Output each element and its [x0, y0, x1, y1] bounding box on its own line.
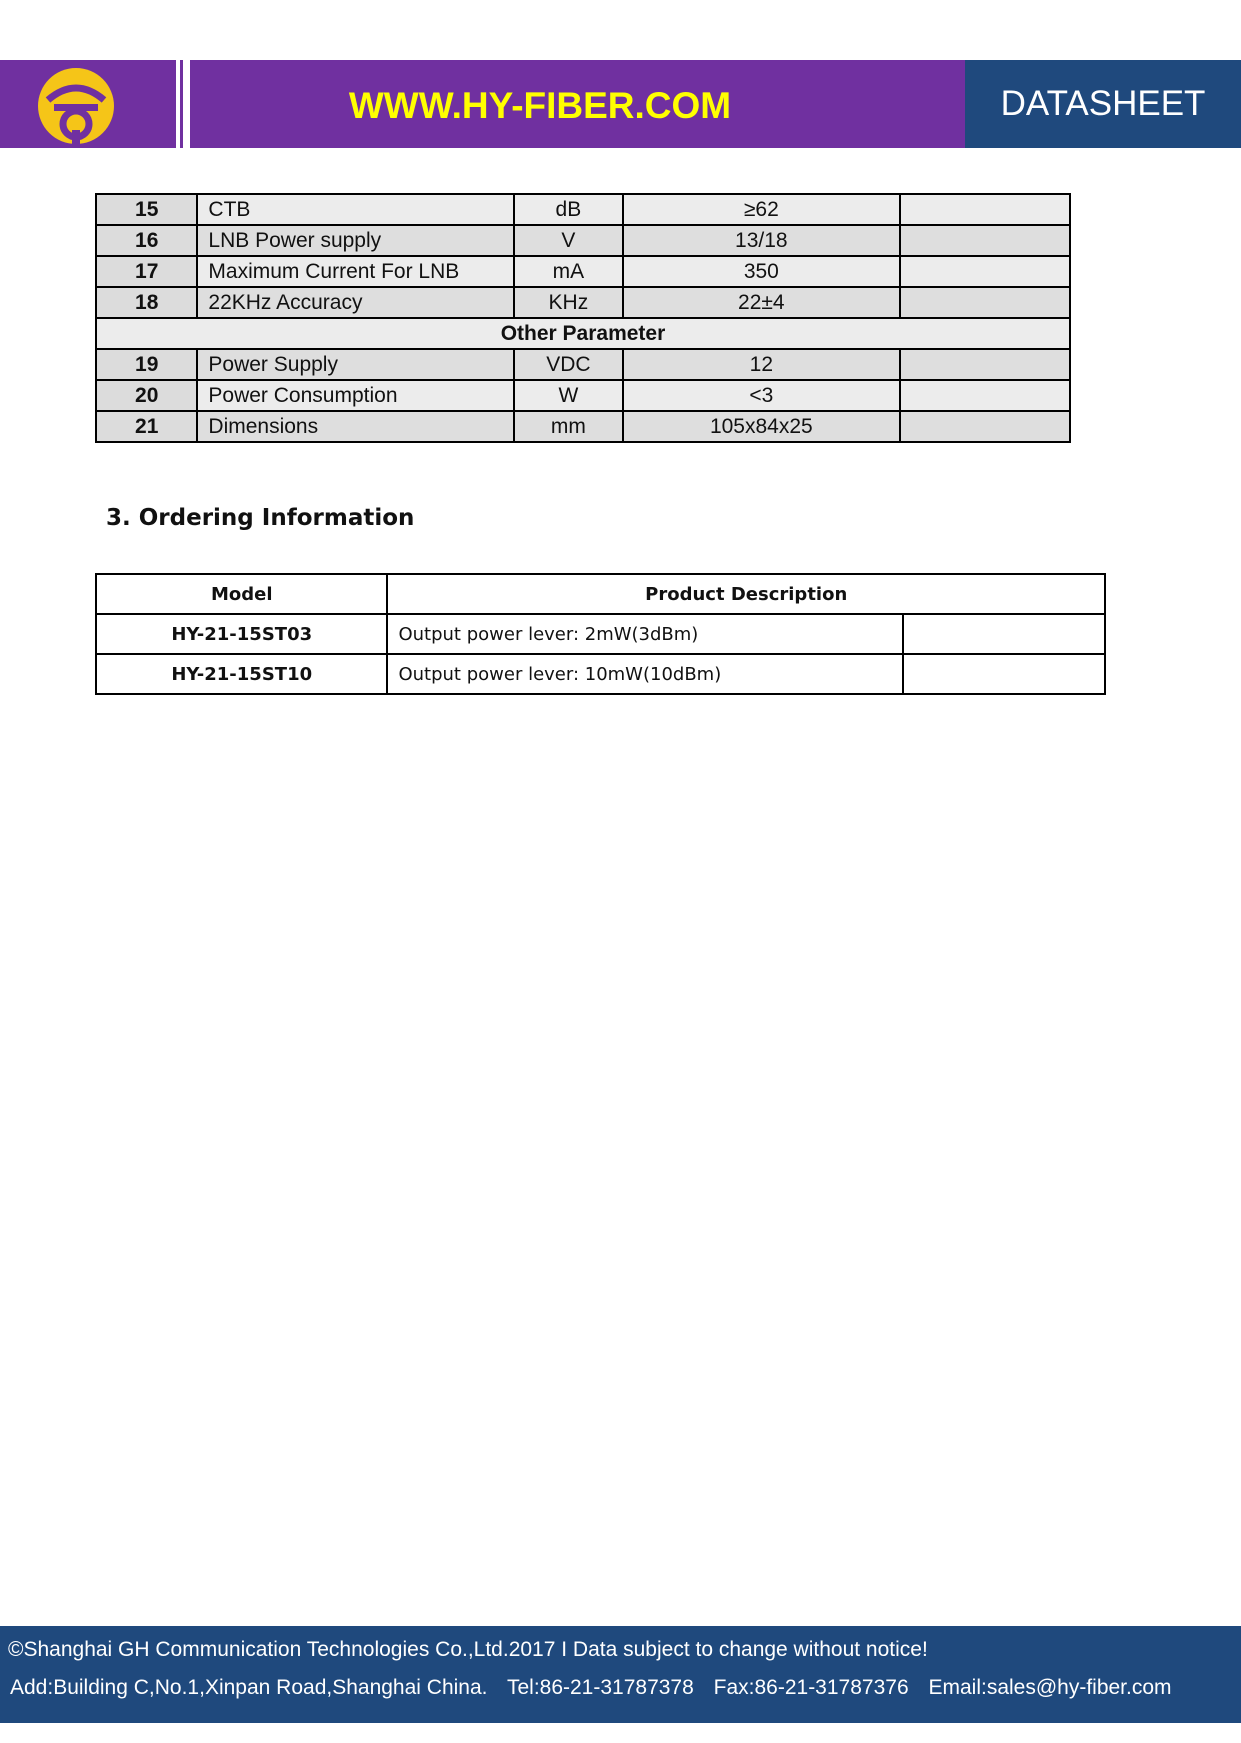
ordering-header-row — [96, 574, 1105, 614]
spec-unit: VDC — [514, 349, 624, 380]
spec-row — [96, 287, 1070, 318]
footer-fax: Fax:86-21-31787376 — [713, 1676, 909, 1699]
header-url-panel — [190, 60, 965, 148]
footer-contact — [10, 1676, 1186, 1700]
blank-cell — [903, 614, 1105, 654]
model-cell: HY-21-15ST10 — [96, 654, 387, 694]
spec-value: <3 — [623, 380, 899, 411]
spec-remark — [900, 256, 1070, 287]
spec-name: Maximum Current For LNB — [197, 256, 513, 287]
spec-no: 21 — [96, 411, 197, 442]
datasheet-panel — [965, 60, 1241, 148]
spec-remark — [900, 411, 1070, 442]
footer-email[interactable]: Email:sales@hy-fiber.com — [928, 1676, 1172, 1699]
spec-name: Power Consumption — [197, 380, 513, 411]
spec-no: 17 — [96, 256, 197, 287]
spec-row — [96, 225, 1070, 256]
section-row — [96, 318, 1070, 349]
footer-tel: Tel:86-21-31787378 — [506, 1676, 694, 1699]
spec-no: 18 — [96, 287, 197, 318]
spec-no: 15 — [96, 194, 197, 225]
spec-value: 350 — [623, 256, 899, 287]
blank-cell — [903, 654, 1105, 694]
ordering-row — [96, 614, 1105, 654]
ordering-heading: 3. Ordering Information — [106, 505, 415, 531]
ordering-row — [96, 654, 1105, 694]
spec-name: 22KHz Accuracy — [197, 287, 513, 318]
spec-table — [95, 193, 1071, 443]
section-title: Other Parameter — [96, 318, 1070, 349]
spec-remark — [900, 225, 1070, 256]
spec-row — [96, 256, 1070, 287]
page-header — [0, 60, 1241, 148]
spec-value: ≥62 — [623, 194, 899, 225]
spec-unit: dB — [514, 194, 624, 225]
spec-row — [96, 194, 1070, 225]
description-header: Product Description — [387, 574, 1105, 614]
model-cell: HY-21-15ST03 — [96, 614, 387, 654]
description-cell: Output power lever: 10mW(10dBm) — [387, 654, 903, 694]
spec-remark — [900, 349, 1070, 380]
spec-row — [96, 349, 1070, 380]
spec-remark — [900, 287, 1070, 318]
datasheet-label: DATASHEET — [1000, 84, 1206, 123]
spec-name: Power Supply — [197, 349, 513, 380]
spec-unit: W — [514, 380, 624, 411]
spec-value: 13/18 — [623, 225, 899, 256]
spec-unit: mm — [514, 411, 624, 442]
spec-unit: KHz — [514, 287, 624, 318]
spec-unit: mA — [514, 256, 624, 287]
spec-remark — [900, 194, 1070, 225]
company-logo-icon — [34, 64, 118, 148]
footer-copyright: ©Shanghai GH Communication Technologies Co.,Ltd.2017 I Data subject to change without notice! — [8, 1638, 928, 1661]
spec-name: Dimensions — [197, 411, 513, 442]
model-header: Model — [96, 574, 387, 614]
spec-name: CTB — [197, 194, 513, 225]
description-cell: Output power lever: 2mW(3dBm) — [387, 614, 903, 654]
website-url[interactable]: WWW.HY-FIBER.COM — [348, 85, 732, 126]
spec-remark — [900, 380, 1070, 411]
footer-address: Add:Building C,No.1,Xinpan Road,Shanghai China. — [10, 1676, 488, 1699]
spec-name: LNB Power supply — [197, 225, 513, 256]
spec-row — [96, 411, 1070, 442]
spec-value: 22±4 — [623, 287, 899, 318]
spec-no: 20 — [96, 380, 197, 411]
page-footer — [0, 1626, 1241, 1723]
spec-no: 19 — [96, 349, 197, 380]
spec-row — [96, 380, 1070, 411]
spec-value: 105x84x25 — [623, 411, 899, 442]
logo-panel — [0, 60, 176, 148]
spec-value: 12 — [623, 349, 899, 380]
ordering-table — [95, 573, 1106, 695]
spec-unit: V — [514, 225, 624, 256]
header-divider-line — [180, 60, 183, 148]
spec-no: 16 — [96, 225, 197, 256]
